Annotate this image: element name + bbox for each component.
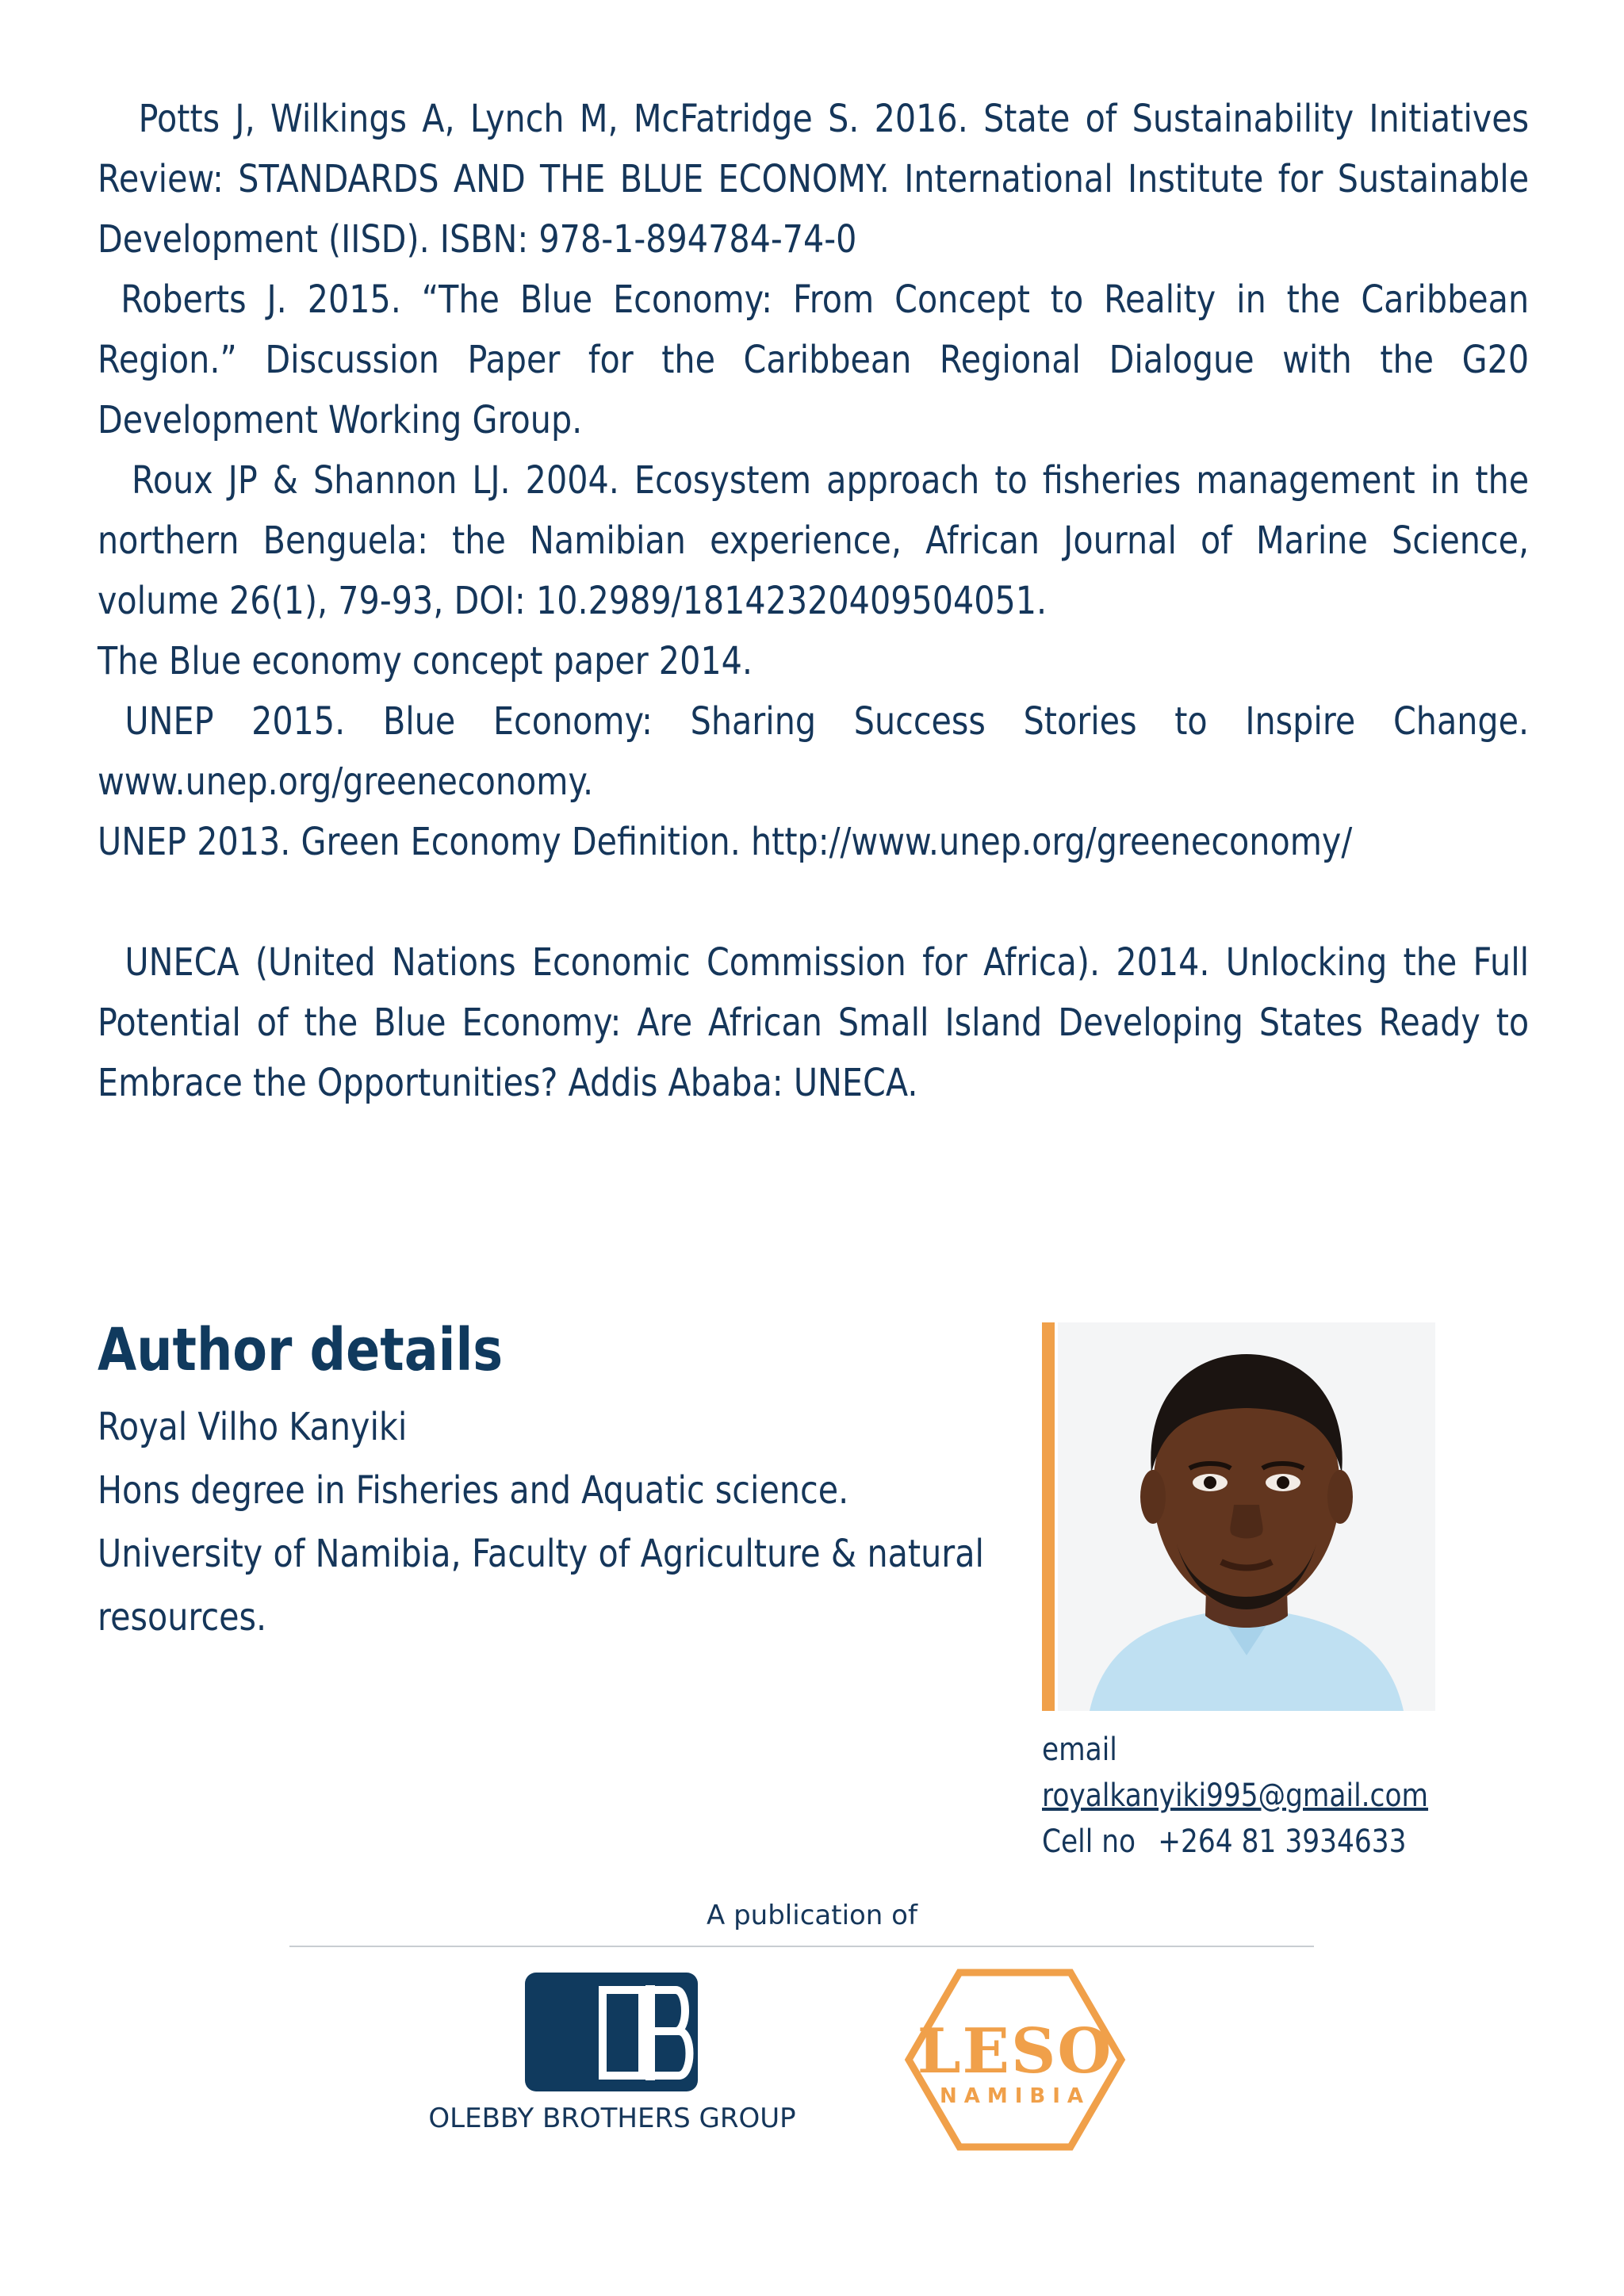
email-label: email: [1042, 1732, 1117, 1768]
reference-roberts: Roberts J. 2015. “The Blue Economy: From Concept to Reality in the Caribbean Region.” Discussion Paper for the Caribbean Regional Dialogue with the G20 Development Working Group.: [98, 277, 1530, 442]
reference-list: [98, 89, 1529, 1113]
contact-info: [1042, 1727, 1542, 1865]
olebby-brothers-name: OLEBBY BROTHERS GROUP: [428, 2103, 796, 2134]
reference-concept-paper: The Blue economy concept paper 2014.: [98, 639, 753, 683]
cell-number: +264 81 3934633: [1158, 1823, 1407, 1860]
reference-unep-2015: UNEP 2015. Blue Economy: Sharing Success Stories to Inspire Change. www.unep.org/greeneconomy.: [98, 699, 1530, 804]
author-degree: Hons degree in Fisheries and Aquatic science.: [98, 1468, 849, 1513]
email-link[interactable]: royalkanyiki995@gmail.com: [1042, 1777, 1429, 1814]
author-affiliation: University of Namibia, Faculty of Agriculture & natural resources.: [98, 1532, 984, 1640]
publication-label: A publication of: [707, 1900, 917, 1931]
cell-label: Cell no: [1042, 1823, 1136, 1860]
divider: [289, 1946, 1314, 1947]
reference-potts: Potts J, Wilkings A, Lynch M, McFatridge S. 2016. State of Sustainability Initiatives Review: STANDARDS AND THE BLUE ECONOMY. International Institute for Sustainable Development (IISD). ISBN: 978-1-894784-74-0: [98, 97, 1530, 262]
leso-wordmark: LESO: [917, 2015, 1113, 2087]
reference-roux: Roux JP & Shannon LJ. 2004. Ecosystem approach to fisheries management in the northern Benguela: the Namibian experience, African Journal of Marine Science, volume 26(1), 79-93, DOI: 10.2989/18142320409504051.: [98, 458, 1530, 623]
leso-subtitle: NAMIBIA: [939, 2084, 1091, 2108]
author-name: Royal Vilho Kanyiki: [98, 1405, 408, 1449]
accent-bar: [1042, 1322, 1055, 1711]
author-info: [98, 1395, 984, 1649]
reference-uneca: UNECA (United Nations Economic Commission for Africa). 2014. Unlocking the Full Potential of the Blue Economy: Are African Small Island Developing States Ready to Embrace the Opportunities? Addis Ababa: UNECA.: [98, 940, 1530, 1105]
author-photo: [1058, 1322, 1435, 1711]
leso-namibia-logo: [904, 1968, 1126, 2152]
author-heading: Author details: [98, 1316, 504, 1384]
reference-unep-2013: UNEP 2013. Green Economy Definition. http://www.unep.org/greeneconomy/: [98, 820, 1353, 864]
